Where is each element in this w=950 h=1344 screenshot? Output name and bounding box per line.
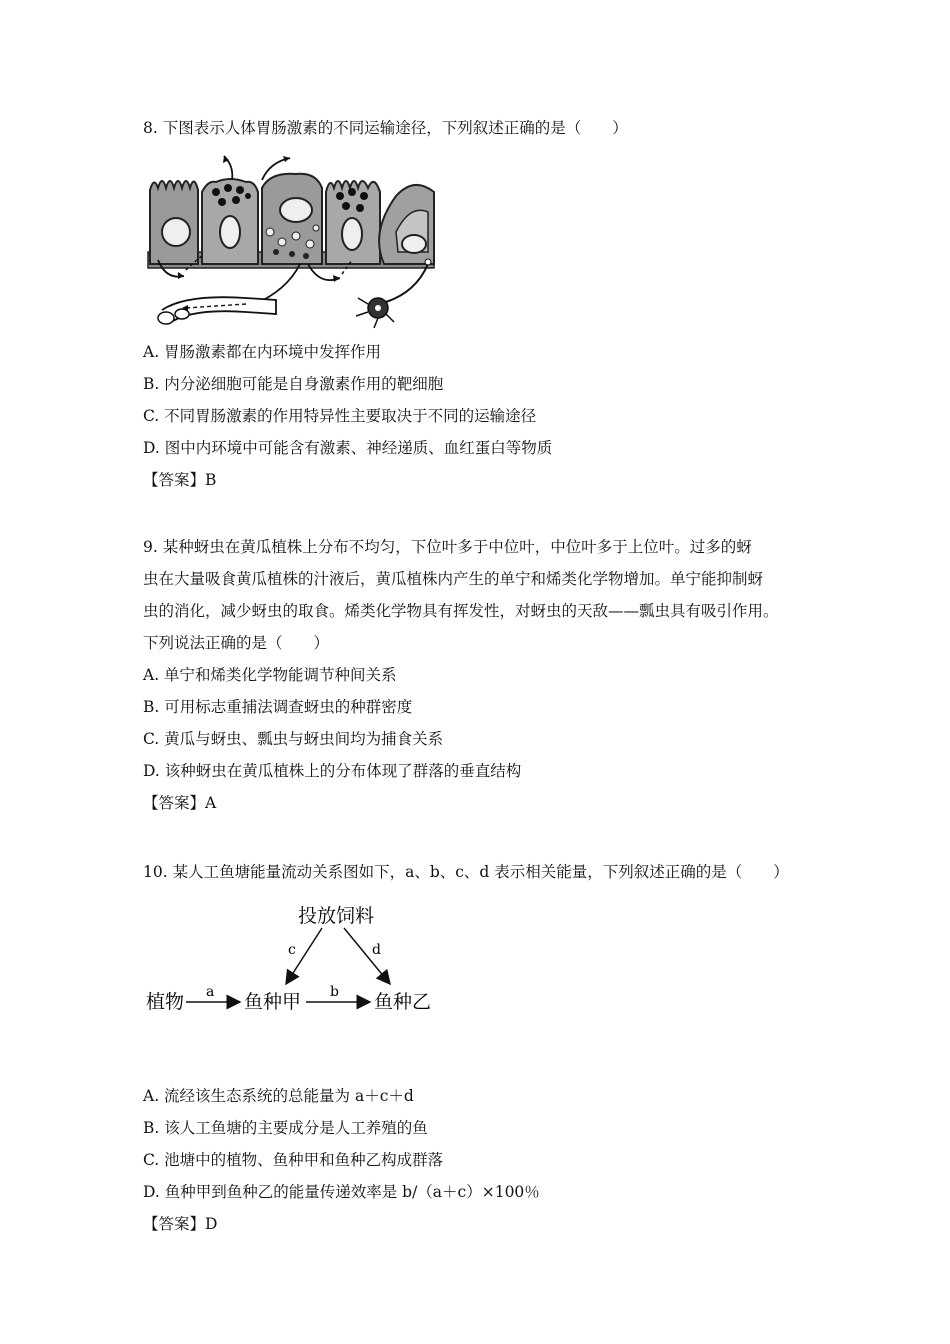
q10-option-d: D. 鱼种甲到鱼种乙的能量传递效率是 b/（a＋c）×100％	[143, 1183, 540, 1201]
energy-flow-diagram	[144, 896, 444, 1024]
q10-option-b: B. 该人工鱼塘的主要成分是人工养殖的鱼	[143, 1119, 428, 1137]
gut-hormone-figure	[146, 152, 466, 330]
node-feed: 投放饲料	[298, 905, 375, 927]
q8-option-b: B. 内分泌细胞可能是自身激素作用的靶细胞	[143, 375, 444, 393]
q9-option-a: A. 单宁和烯类化学物能调节种间关系	[143, 666, 397, 684]
question-8-stem-text: 8. 下图表示人体胃肠激素的不同运输途径，下列叙述正确的是（ ）	[143, 119, 628, 137]
q8-option-c: C. 不同胃肠激素的作用特异性主要取决于不同的运输途径	[143, 407, 537, 425]
q10-option-c: C. 池塘中的植物、鱼种甲和鱼种乙构成群落	[143, 1151, 444, 1169]
question-8-options	[143, 336, 823, 496]
q10-stem-text: 10. 某人工鱼塘能量流动关系图如下，a、b、c、d 表示相关能量，下列叙述正确的是（ ）	[143, 863, 789, 881]
q9-stem-line-2: 虫在大量吸食黄瓜植株的汁液后，黄瓜植株内产生的单宁和烯类化学物增加。单宁能抑制蚜	[143, 570, 764, 588]
node-fish-a: 鱼种甲	[244, 991, 302, 1013]
q10-answer: 【答案】D	[143, 1215, 218, 1233]
q8-answer: 【答案】B	[143, 471, 217, 489]
label-a: a	[206, 984, 215, 1000]
q8-option-d: D. 图中内环境中可能含有激素、神经递质、血红蛋白等物质	[143, 439, 553, 457]
question-10-stem	[143, 856, 823, 888]
q9-stem-line-3: 虫的消化，减少蚜虫的取食。烯类化学物具有挥发性，对蚜虫的天敌——瓢虫具有吸引作用。	[143, 602, 779, 620]
node-fish-b: 鱼种乙	[374, 991, 432, 1013]
question-9	[143, 531, 823, 819]
question-8-stem	[143, 112, 823, 144]
node-plant: 植物	[146, 991, 185, 1013]
label-b: b	[330, 984, 339, 1000]
question-10-options	[143, 1080, 823, 1240]
q9-option-d: D. 该种蚜虫在黄瓜植株上的分布体现了群落的垂直结构	[143, 762, 522, 780]
label-d: d	[372, 942, 381, 958]
label-c: c	[288, 942, 296, 958]
q9-stem-line-4: 下列说法正确的是（ ）	[143, 634, 330, 652]
q9-answer: 【答案】A	[143, 794, 217, 812]
q8-option-a: A. 胃肠激素都在内环境中发挥作用	[143, 343, 382, 361]
q9-stem-line-1: 9. 某种蚜虫在黄瓜植株上分布不均匀，下位叶多于中位叶，中位叶多于上位叶。过多的蚜	[143, 538, 752, 556]
q9-option-b: B. 可用标志重捕法调查蚜虫的种群密度	[143, 698, 413, 716]
q9-option-c: C. 黄瓜与蚜虫、瓢虫与蚜虫间均为捕食关系	[143, 730, 444, 748]
q10-option-a: A. 流经该生态系统的总能量为 a＋c＋d	[143, 1087, 414, 1105]
arrow-d	[344, 928, 390, 984]
